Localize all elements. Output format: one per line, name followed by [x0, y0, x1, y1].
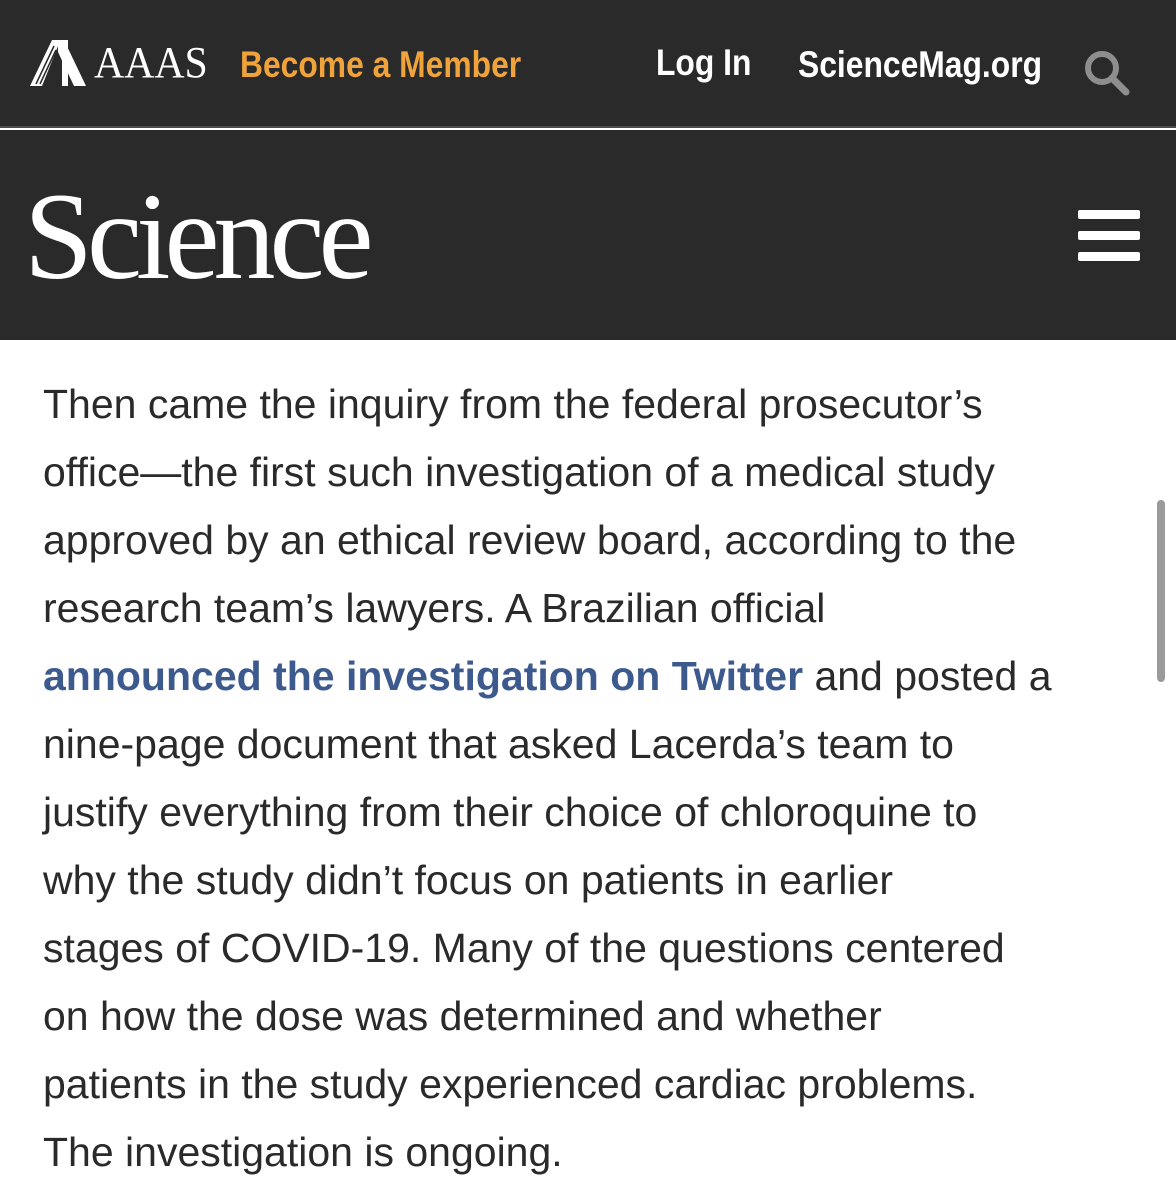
article-line: research team’s lawyers. A Brazilian official	[43, 585, 826, 631]
aaas-logo-text: AAAS	[94, 38, 208, 87]
menu-button[interactable]	[1078, 210, 1140, 262]
article-line: stages of COVID-19. Many of the questions centered	[43, 925, 1005, 971]
sciencemag-link[interactable]: ScienceMag.org	[798, 44, 1043, 85]
article-line: justify everything from their choice of chloroquine to	[43, 789, 978, 835]
aaas-logo[interactable]	[28, 38, 214, 88]
search-button[interactable]	[1082, 48, 1134, 96]
scrollbar-thumb[interactable]	[1157, 500, 1165, 682]
aaas-logo-mark-icon	[28, 38, 88, 88]
article-line: why the study didn’t focus on patients in earlier	[43, 857, 894, 903]
twitter-investigation-link[interactable]: announced the investigation on Twitter	[43, 653, 804, 699]
become-member-link[interactable]: Become a Member	[240, 44, 522, 85]
article-line: The investigation is ongoing.	[43, 1129, 563, 1175]
article-line: Then came the inquiry from the federal prosecutor’s	[43, 381, 983, 427]
article-line-rest: and posted a	[803, 653, 1052, 699]
article-line-with-link	[43, 642, 1133, 710]
article-line: approved by an ethical review board, according to the	[43, 517, 1017, 563]
hamburger-menu-icon-bar	[1078, 231, 1140, 240]
article-line: on how the dose was determined and whether	[43, 993, 882, 1039]
science-logo[interactable]: Science	[24, 168, 368, 305]
log-in-link[interactable]: Log In	[656, 42, 752, 83]
search-icon	[1082, 48, 1134, 96]
article-line: office—the first such investigation of a medical study	[43, 449, 995, 495]
article-line: patients in the study experienced cardiac problems.	[43, 1061, 978, 1107]
hamburger-menu-icon-bar	[1078, 252, 1140, 261]
article-paragraph	[43, 370, 1133, 1186]
article-line: nine-page document that asked Lacerda’s team to	[43, 721, 954, 767]
hamburger-menu-icon	[1078, 210, 1140, 219]
